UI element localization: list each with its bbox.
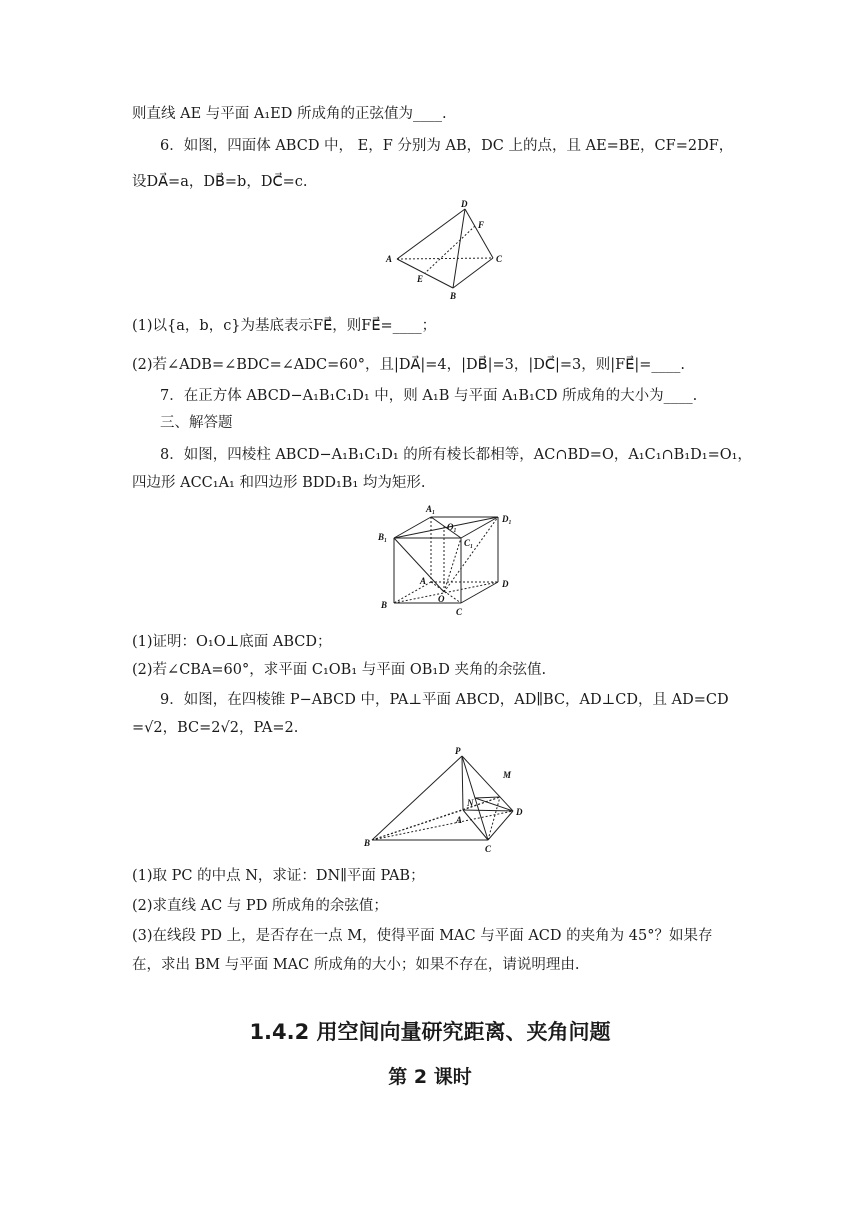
fig3-label-D: D [516, 807, 523, 817]
section-title: 1.4.2 用空间向量研究距离、夹角问题 [249, 1020, 611, 1044]
problem-7-statement: 7．在正方体 ABCD−A₁B₁C₁D₁ 中，则 A₁B 与平面 A₁B₁CD 所成角的大小为____. [160, 388, 698, 404]
fig2-label-C1: C₁ [464, 538, 474, 548]
problem-6-vectors: 设DA⃗=a，DB⃗=b，DC⃗=c. [132, 174, 308, 190]
fig1-label-B: B [450, 291, 457, 301]
fig3-label-P: P [455, 746, 461, 756]
tetrahedron-figure [380, 200, 510, 302]
lesson-subtitle: 第 2 课时 [388, 1066, 472, 1088]
problem-6-part-1: (1)以{a，b，c}为基底表示FE⃗，则FE⃗=____； [132, 318, 437, 334]
problem-9-part-3-cont: 在，求出 BM 与平面 MAC 所成角的大小；如果不存在，请说明理由. [132, 957, 580, 973]
problem-9-statement-cont: =√2，BC=2√2，PA=2. [132, 720, 299, 736]
fig2-label-C: C [456, 607, 463, 617]
fig3-label-A: A [456, 815, 463, 825]
fig2-label-A: A [420, 576, 427, 586]
pyramid-figure [360, 744, 530, 856]
fig2-label-A1: A₁ [426, 504, 436, 514]
problem-9-part-1: (1)取 PC 的中点 N，求证：DN∥平面 PAB； [132, 868, 425, 884]
fig1-label-E: E [417, 274, 424, 284]
fig3-label-N: N [467, 798, 474, 808]
fig1-label-C: C [496, 254, 503, 264]
section-heading-answers: 三、解答题 [160, 415, 233, 431]
problem-6-part-2: (2)若∠ADB=∠BDC=∠ADC=60°，且|DA⃗|=4，|DB⃗|=3，|DC⃗|=3，则|FE⃗|=____. [132, 357, 686, 373]
fig3-label-B: B [364, 838, 371, 848]
fig3-label-M: M [503, 770, 512, 780]
problem-9-part-2: (2)求直线 AC 与 PD 所成角的余弦值； [132, 898, 388, 914]
fig2-label-B1: B₁ [378, 532, 388, 542]
problem-5-tail: 则直线 AE 与平面 A₁ED 所成角的正弦值为____. [132, 106, 447, 122]
fig2-label-D: D [502, 579, 509, 589]
fig2-label-D1: D₁ [502, 514, 512, 524]
fig1-label-A: A [386, 254, 393, 264]
problem-8-part-2: (2)若∠CBA=60°，求平面 C₁OB₁ 与平面 OB₁D 夹角的余弦值. [132, 662, 547, 678]
problem-8-part-1: (1)证明：O₁O⊥底面 ABCD； [132, 634, 332, 650]
prism-figure [374, 500, 524, 618]
fig1-label-F: F [478, 220, 485, 230]
problem-8-statement: 8．如图，四棱柱 ABCD−A₁B₁C₁D₁ 的所有棱长都相等，AC∩BD=O，A₁C₁∩B₁D₁=O₁， [160, 447, 752, 463]
problem-8-statement-cont: 四边形 ACC₁A₁ 和四边形 BDD₁B₁ 均为矩形. [132, 475, 426, 491]
fig2-label-B: B [381, 600, 388, 610]
problem-9-part-3: (3)在线段 PD 上，是否存在一点 M，使得平面 MAC 与平面 ACD 的夹角为 45°？如果存 [132, 928, 713, 944]
fig2-label-O: O [438, 594, 445, 604]
problem-9-statement: 9．如图，在四棱锥 P−ABCD 中，PA⊥平面 ABCD，AD∥BC，AD⊥CD，且 AD=CD [160, 692, 729, 708]
fig2-label-O1: O₁ [447, 522, 457, 532]
fig1-label-D: D [461, 200, 468, 209]
fig3-label-C: C [485, 844, 492, 854]
problem-6-statement: 6．如图，四面体 ABCD 中， E，F 分别为 AB，DC 上的点，且 AE=BE，CF=2DF， [160, 138, 734, 154]
